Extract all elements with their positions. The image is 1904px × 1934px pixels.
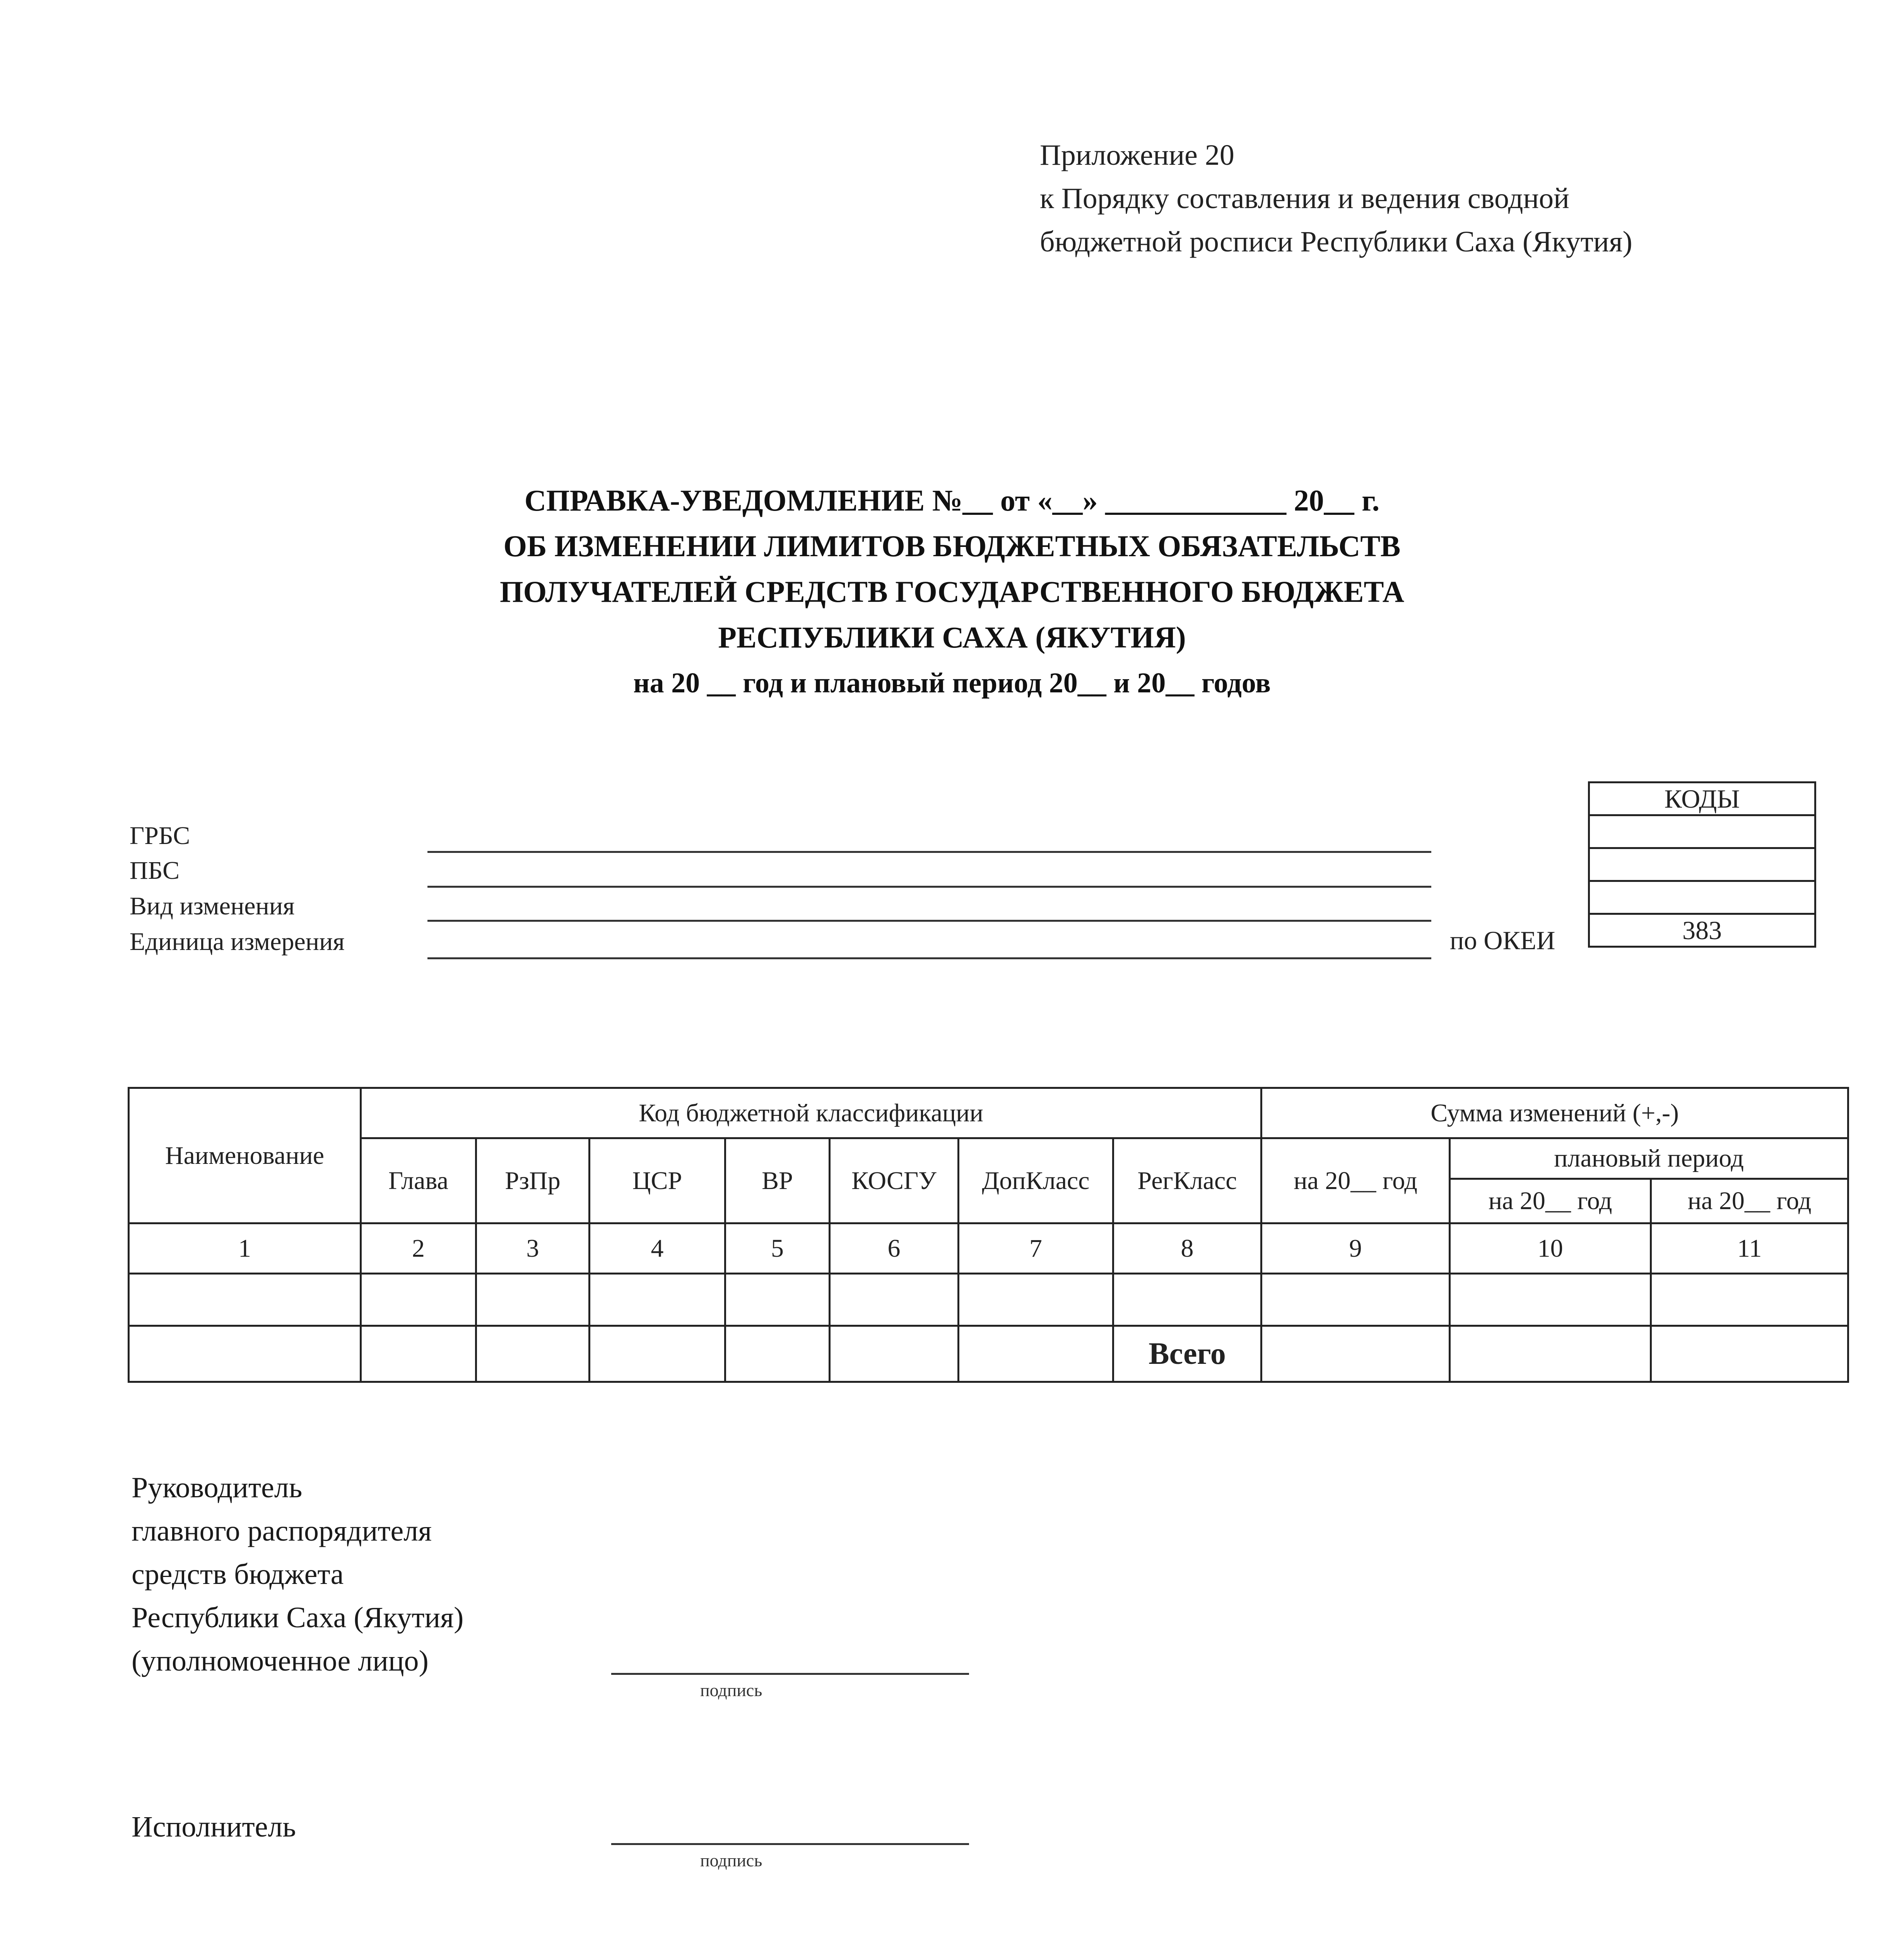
total-plan-year-1[interactable] — [1450, 1326, 1651, 1382]
change-type-label: Вид изменения — [130, 892, 295, 920]
head-line-3: средств бюджета — [132, 1558, 344, 1591]
unit-label: Единица измерения — [130, 928, 345, 956]
total-plan-year-2[interactable] — [1651, 1326, 1848, 1382]
header-kosgu: КОСГУ — [830, 1138, 959, 1223]
grbs-code-cell[interactable] — [1589, 815, 1815, 848]
header-year-plan-1: на 20__ год — [1450, 1179, 1651, 1223]
head-signature-line[interactable] — [611, 1673, 969, 1675]
col-number: 5 — [725, 1223, 830, 1274]
grbs-label: ГРБС — [130, 822, 190, 850]
total-current-year[interactable] — [1261, 1326, 1450, 1382]
head-signature-block — [132, 1466, 463, 1683]
table-cell[interactable] — [361, 1274, 476, 1326]
title-line-4: РЕСПУБЛИКИ САХА (ЯКУТИЯ) — [718, 620, 1186, 654]
table-cell[interactable] — [590, 1274, 725, 1326]
document-title — [0, 478, 1904, 706]
col-number: 7 — [959, 1223, 1113, 1274]
change-type-code-cell[interactable] — [1589, 881, 1815, 914]
header-rzpr: РзПр — [476, 1138, 590, 1223]
header-dopklass: ДопКласс — [959, 1138, 1113, 1223]
table-cell[interactable] — [725, 1274, 830, 1326]
col-number: 3 — [476, 1223, 590, 1274]
head-line-4: Республики Саха (Якутия) — [132, 1601, 464, 1634]
col-number: 11 — [1651, 1223, 1848, 1274]
col-number: 10 — [1450, 1223, 1651, 1274]
table-cell[interactable] — [1113, 1274, 1261, 1326]
appendix-line-3: бюджетной росписи Республики Саха (Якутия) — [1040, 226, 1632, 258]
grbs-field-line[interactable] — [427, 851, 1431, 853]
pbs-code-cell[interactable] — [1589, 848, 1815, 881]
header-kbk: Код бюджетной классификации — [361, 1088, 1261, 1138]
total-label: Всего — [1113, 1326, 1261, 1382]
pbs-label: ПБС — [130, 856, 180, 885]
header-year-current: на 20__ год — [1261, 1138, 1450, 1223]
executor-label: Исполнитель — [132, 1811, 296, 1843]
limits-table — [128, 1087, 1849, 1383]
table-cell[interactable] — [476, 1326, 590, 1382]
header-regklass: РегКласс — [1113, 1138, 1261, 1223]
head-line-1: Руководитель — [132, 1471, 303, 1504]
title-line-3: ПОЛУЧАТЕЛЕЙ СРЕДСТВ ГОСУДАРСТВЕННОГО БЮДЖЕТА — [499, 575, 1405, 608]
title-line-5: на 20 __ год и плановый период 20__ и 20__ годов — [633, 667, 1271, 699]
header-csr: ЦСР — [590, 1138, 725, 1223]
pbs-field-line[interactable] — [427, 886, 1431, 888]
head-line-5: (уполномоченное лицо) — [132, 1645, 429, 1677]
table-cell[interactable] — [830, 1274, 959, 1326]
table-cell[interactable] — [590, 1326, 725, 1382]
appendix-line-1: Приложение 20 — [1040, 139, 1234, 171]
appendix-line-2: к Порядку составления и ведения сводной — [1040, 182, 1569, 215]
header-glava: Глава — [361, 1138, 476, 1223]
total-row — [129, 1326, 1848, 1382]
appendix-note — [1040, 133, 1632, 263]
table-cell[interactable] — [129, 1274, 361, 1326]
codes-table — [1588, 781, 1816, 948]
codes-header: КОДЫ — [1589, 782, 1815, 815]
col-number: 8 — [1113, 1223, 1261, 1274]
title-line-2: ОБ ИЗМЕНЕНИИ ЛИМИТОВ БЮДЖЕТНЫХ ОБЯЗАТЕЛЬСТВ — [503, 529, 1401, 563]
header-plan-period: плановый период — [1450, 1138, 1848, 1179]
table-cell[interactable] — [830, 1326, 959, 1382]
column-numbers-row — [129, 1223, 1848, 1274]
header-vr: ВР — [725, 1138, 830, 1223]
head-signature-caption: подпись — [700, 1680, 762, 1700]
executor-signature-caption: подпись — [700, 1850, 762, 1870]
col-number: 6 — [830, 1223, 959, 1274]
change-type-field-line[interactable] — [427, 920, 1431, 922]
table-cell[interactable] — [1651, 1274, 1848, 1326]
table-cell[interactable] — [725, 1326, 830, 1382]
title-line-1: СПРАВКА-УВЕДОМЛЕНИЕ №__ от «__» ____________ 20__ г. — [524, 483, 1380, 517]
table-cell[interactable] — [959, 1326, 1113, 1382]
col-number: 2 — [361, 1223, 476, 1274]
table-cell[interactable] — [1261, 1274, 1450, 1326]
okei-code-cell: 383 — [1589, 914, 1815, 947]
col-number: 4 — [590, 1223, 725, 1274]
table-cell[interactable] — [959, 1274, 1113, 1326]
okei-label: по ОКЕИ — [1450, 926, 1555, 955]
table-cell[interactable] — [1450, 1274, 1651, 1326]
header-year-plan-2: на 20__ год — [1651, 1179, 1848, 1223]
header-sum: Сумма изменений (+,-) — [1261, 1088, 1848, 1138]
col-number: 9 — [1261, 1223, 1450, 1274]
table-cell[interactable] — [129, 1326, 361, 1382]
header-name: Наименование — [129, 1088, 361, 1223]
executor-signature-line[interactable] — [611, 1843, 969, 1845]
table-cell[interactable] — [476, 1274, 590, 1326]
head-line-2: главного распорядителя — [132, 1515, 432, 1547]
table-row — [129, 1274, 1848, 1326]
unit-field-line[interactable] — [427, 957, 1431, 959]
table-cell[interactable] — [361, 1326, 476, 1382]
col-number: 1 — [129, 1223, 361, 1274]
